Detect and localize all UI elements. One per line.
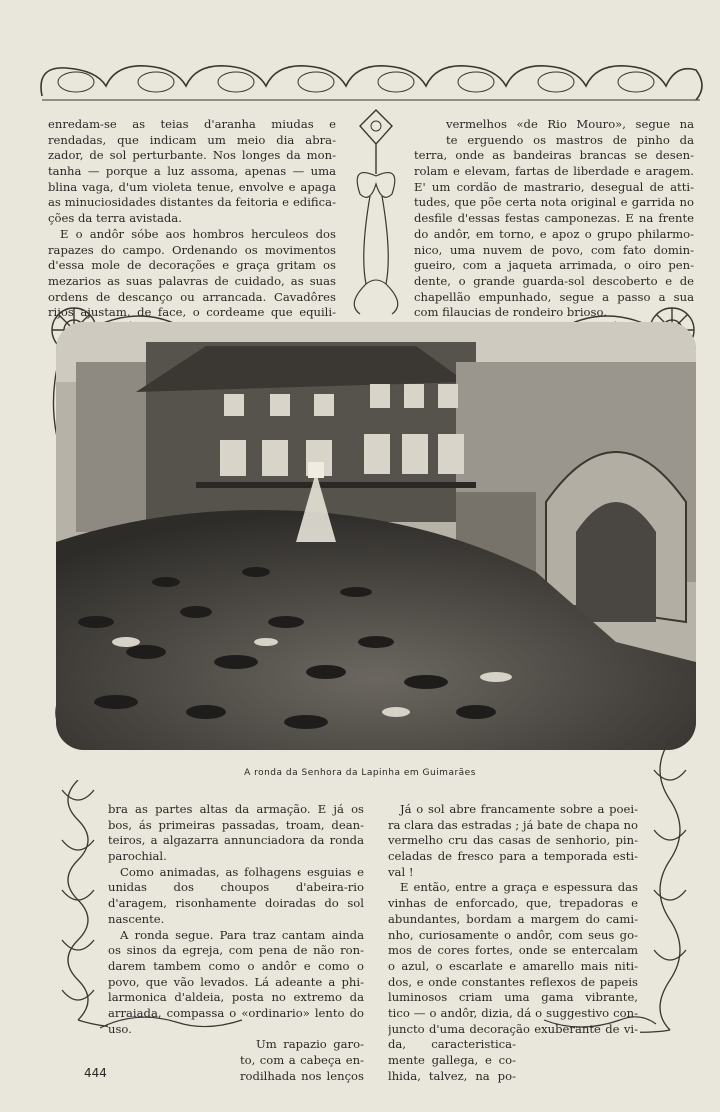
right-side-ornament <box>640 740 700 1040</box>
text-line: d'aragem, risonhamente doiradas do sol <box>108 896 364 911</box>
text-line: mezarios as suas palavras de cuidado, as suas <box>48 273 336 288</box>
text-line: juncto d'uma decoração exuberante de vi- <box>388 1021 638 1036</box>
text-line: abundantes, bordam a margem do cami- <box>388 911 638 926</box>
text-line: mos de cores fortes, onde se entercalam <box>388 943 638 958</box>
text-line: o azul, o escarlate e amarello mais niti- <box>388 958 638 973</box>
text-line: rapazes do campo. Ordenando os movimentos <box>48 242 336 257</box>
text-line: desfile d'essas festas camponezas. E na frente <box>414 211 694 226</box>
text-line: bra as partes altas da armação. E já os <box>108 802 364 816</box>
text-line: tanha — porque a luz assoma, apenas — uma <box>48 164 336 179</box>
text-line: chapellão empunhado, segue a passo a sua <box>414 289 694 304</box>
text-line: teiros, a algazarra annunciadora da ronda <box>108 833 364 848</box>
text-line: zador, de sol perturbante. Nos longes da mon- <box>48 148 336 163</box>
central-ribbon-ornament <box>340 104 412 320</box>
text-line: darem tambem como o andôr e como o <box>108 958 364 973</box>
text-line: luminosos criam uma gama vibrante, <box>388 990 638 1005</box>
text-line: A ronda segue. Para traz cantam ainda <box>120 927 364 942</box>
text-line: Um rapazio garo- <box>256 1037 364 1052</box>
text-line: arraiada, compassa o «ordinario» lento do <box>108 1005 364 1020</box>
photo-illustration <box>56 322 696 750</box>
text-line: tudes, que põe certa nota original e garrida no <box>414 195 694 210</box>
text-line: te erguendo os mastros de pinho da <box>446 132 694 147</box>
text-line: val ! <box>388 864 414 879</box>
text-line: unidas dos choupos d'abeira-rio <box>108 880 364 895</box>
text-column-bottom-left <box>108 802 364 1084</box>
text-column-top-left <box>48 117 336 321</box>
text-line: rendadas, que indicam um meio dia abra- <box>48 132 336 147</box>
text-line: lhida, talvez, na po- <box>388 1068 516 1083</box>
text-column-top-right <box>414 117 694 321</box>
text-line: vermelho cru das casas de senhorio, pin- <box>388 833 638 848</box>
text-line: parochial. <box>108 849 167 864</box>
text-line: bos, ás primeiras passadas, troam, dean- <box>108 817 364 832</box>
text-line: rodilhada nos lenços <box>240 1068 364 1083</box>
text-line: terra, onde as bandeiras brancas se desen- <box>414 148 694 163</box>
text-line: blina vaga, d'um violeta tenue, envolve e apaga <box>48 179 336 194</box>
text-line: enredam-se as teias d'aranha miudas e <box>48 117 336 131</box>
text-line: to, com a cabeça en- <box>240 1053 364 1068</box>
text-line: ordens de descanço ou arrancada. Cavadôres <box>48 289 336 304</box>
text-line: celadas de fresco para a temporada esti- <box>388 849 638 864</box>
text-line: tico — o andôr, dizia, dá o suggestivo con- <box>388 1005 638 1020</box>
text-line: uso. <box>108 1021 132 1036</box>
page-number: 444 <box>84 1066 107 1080</box>
text-line: Como animadas, as folhagens esguias e <box>120 864 364 879</box>
text-line: rijos ajustam, de face, o cordeame que equili- <box>48 305 336 320</box>
text-line: vermelhos «de Rio Mouro», segue na <box>446 117 694 131</box>
text-line: rolam e elevam, fartas de liberdade e aragem. <box>414 164 694 179</box>
text-line: vinhas de enforcado, que, trepadoras e <box>388 896 638 911</box>
text-line: nico, uma nuvem de povo, com fato domin- <box>414 242 694 257</box>
text-line: povo, que vão levados. Lá adeante a phi- <box>108 974 364 989</box>
text-line: E' um cordão de mastrario, desegual de atti- <box>414 179 694 194</box>
text-line: nascente. <box>108 911 165 926</box>
text-line: dos, e onde constantes reflexos de papeis <box>388 974 638 989</box>
text-line: gueiro, com a jaqueta arrimada, o oiro pen- <box>414 258 694 273</box>
text-line: dente, o grande guarda-sol descoberto e de <box>414 273 694 288</box>
text-line: os sinos da egreja, com pena de não ron- <box>108 943 364 958</box>
text-line: do andôr, em torno, e apoz o grupo philarmo- <box>414 226 694 241</box>
text-line: da, caracteristica- <box>388 1037 516 1052</box>
text-line: E o andôr sóbe aos hombros herculeos dos <box>60 226 336 241</box>
text-line: mente gallega, e co- <box>388 1053 516 1068</box>
text-line: ra clara das estradas ; já bate de chapa no <box>388 817 638 832</box>
text-line: com filaucias de rondeiro brioso. <box>414 305 607 320</box>
text-line: ções da terra avistada. <box>48 211 182 226</box>
photo-caption: A ronda da Senhora da Lapinha em Guimarães <box>244 768 476 778</box>
text-line: Já o sol abre francamente sobre a poei- <box>400 802 638 816</box>
text-line: larmonica d'aldeia, posta no extremo da <box>108 990 364 1005</box>
text-column-bottom-right <box>388 802 638 1084</box>
text-line: E então, entre a graça e espessura das <box>400 880 638 895</box>
text-line: d'essa mole de decorações e graça gritam os <box>48 258 336 273</box>
procession-photograph <box>56 322 696 750</box>
text-line: nho, curiosamente o andôr, com seus go- <box>388 927 638 942</box>
text-line: as minuciosidades distantes da feitoria e edifica- <box>48 195 336 210</box>
